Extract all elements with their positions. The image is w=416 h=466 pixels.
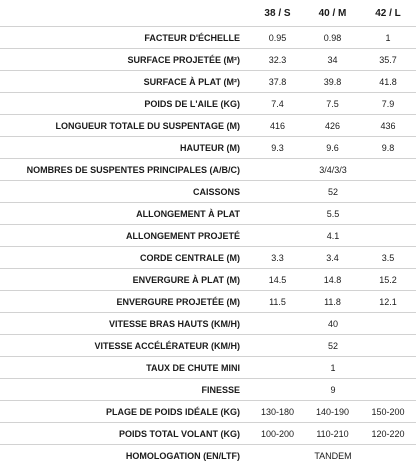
table-row — [0, 49, 416, 71]
row-label: FINESSE — [0, 379, 250, 401]
row-value-l: 120-220 — [360, 423, 416, 445]
row-value-l: 436 — [360, 115, 416, 137]
table-row — [0, 357, 416, 379]
table-row — [0, 335, 416, 357]
row-label: VITESSE BRAS HAUTS (KM/H) — [0, 313, 250, 335]
row-value-l: 35.7 — [360, 49, 416, 71]
row-value-all-sizes: 52 — [250, 181, 416, 203]
row-label: ALLONGEMENT À PLAT — [0, 203, 250, 225]
row-value-s: 0.95 — [250, 27, 305, 49]
table-row — [0, 181, 416, 203]
row-label: ENVERGURE PROJETÉE (M) — [0, 291, 250, 313]
table-row — [0, 247, 416, 269]
table-row — [0, 27, 416, 49]
row-value-all-sizes: 1 — [250, 357, 416, 379]
row-value-all-sizes: TANDEM — [250, 445, 416, 466]
row-value-s: 7.4 — [250, 93, 305, 115]
row-value-m: 9.6 — [305, 137, 360, 159]
row-label: POIDS DE L'AILE (KG) — [0, 93, 250, 115]
row-value-all-sizes: 3/4/3/3 — [250, 159, 416, 181]
row-label: FACTEUR D'ÉCHELLE — [0, 27, 250, 49]
table-row — [0, 313, 416, 335]
table-body — [0, 27, 416, 466]
row-value-l: 12.1 — [360, 291, 416, 313]
table-row — [0, 93, 416, 115]
row-label: HAUTEUR (M) — [0, 137, 250, 159]
row-label: SURFACE À PLAT (M²) — [0, 71, 250, 93]
table-row — [0, 401, 416, 423]
row-value-all-sizes: 9 — [250, 379, 416, 401]
row-label: CORDE CENTRALE (M) — [0, 247, 250, 269]
row-value-l: 41.8 — [360, 71, 416, 93]
row-value-m: 39.8 — [305, 71, 360, 93]
row-value-m: 140-190 — [305, 401, 360, 423]
table-header — [0, 0, 416, 27]
row-value-s: 130-180 — [250, 401, 305, 423]
row-value-s: 11.5 — [250, 291, 305, 313]
row-value-all-sizes: 4.1 — [250, 225, 416, 247]
row-value-l: 7.9 — [360, 93, 416, 115]
row-value-l: 15.2 — [360, 269, 416, 291]
row-value-s: 416 — [250, 115, 305, 137]
row-value-l: 3.5 — [360, 247, 416, 269]
row-label: NOMBRES DE SUSPENTES PRINCIPALES (A/B/C) — [0, 159, 250, 181]
row-value-all-sizes: 5.5 — [250, 203, 416, 225]
row-value-s: 9.3 — [250, 137, 305, 159]
table-row — [0, 137, 416, 159]
row-value-m: 110-210 — [305, 423, 360, 445]
row-value-m: 426 — [305, 115, 360, 137]
table-row — [0, 225, 416, 247]
row-label: SURFACE PROJETÉE (M²) — [0, 49, 250, 71]
table-row — [0, 445, 416, 466]
row-value-m: 3.4 — [305, 247, 360, 269]
row-value-m: 34 — [305, 49, 360, 71]
row-value-s: 37.8 — [250, 71, 305, 93]
row-label: VITESSE ACCÉLÉRATEUR (KM/H) — [0, 335, 250, 357]
row-value-m: 14.8 — [305, 269, 360, 291]
row-label: LONGUEUR TOTALE DU SUSPENTAGE (M) — [0, 115, 250, 137]
row-value-l: 1 — [360, 27, 416, 49]
row-value-m: 0.98 — [305, 27, 360, 49]
row-label: POIDS TOTAL VOLANT (KG) — [0, 423, 250, 445]
table-row — [0, 291, 416, 313]
header-size-m: 40 / M — [305, 0, 360, 27]
row-value-all-sizes: 52 — [250, 335, 416, 357]
row-label: TAUX DE CHUTE MINI — [0, 357, 250, 379]
header-row — [0, 0, 416, 27]
row-value-s: 32.3 — [250, 49, 305, 71]
table-row — [0, 71, 416, 93]
row-label: PLAGE DE POIDS IDÉALE (KG) — [0, 401, 250, 423]
header-size-s: 38 / S — [250, 0, 305, 27]
table-row — [0, 379, 416, 401]
row-value-m: 11.8 — [305, 291, 360, 313]
row-value-all-sizes: 40 — [250, 313, 416, 335]
row-value-s: 14.5 — [250, 269, 305, 291]
row-value-l: 9.8 — [360, 137, 416, 159]
row-value-s: 100-200 — [250, 423, 305, 445]
row-label: ALLONGEMENT PROJETÉ — [0, 225, 250, 247]
table-row — [0, 203, 416, 225]
row-label: CAISSONS — [0, 181, 250, 203]
row-label: HOMOLOGATION (EN/LTF) — [0, 445, 250, 466]
header-size-l: 42 / L — [360, 0, 416, 27]
row-value-s: 3.3 — [250, 247, 305, 269]
table-row — [0, 115, 416, 137]
row-value-m: 7.5 — [305, 93, 360, 115]
table-row — [0, 423, 416, 445]
table-row — [0, 159, 416, 181]
row-value-l: 150-200 — [360, 401, 416, 423]
table-row — [0, 269, 416, 291]
row-label: ENVERGURE À PLAT (M) — [0, 269, 250, 291]
header-label-empty — [0, 0, 250, 27]
